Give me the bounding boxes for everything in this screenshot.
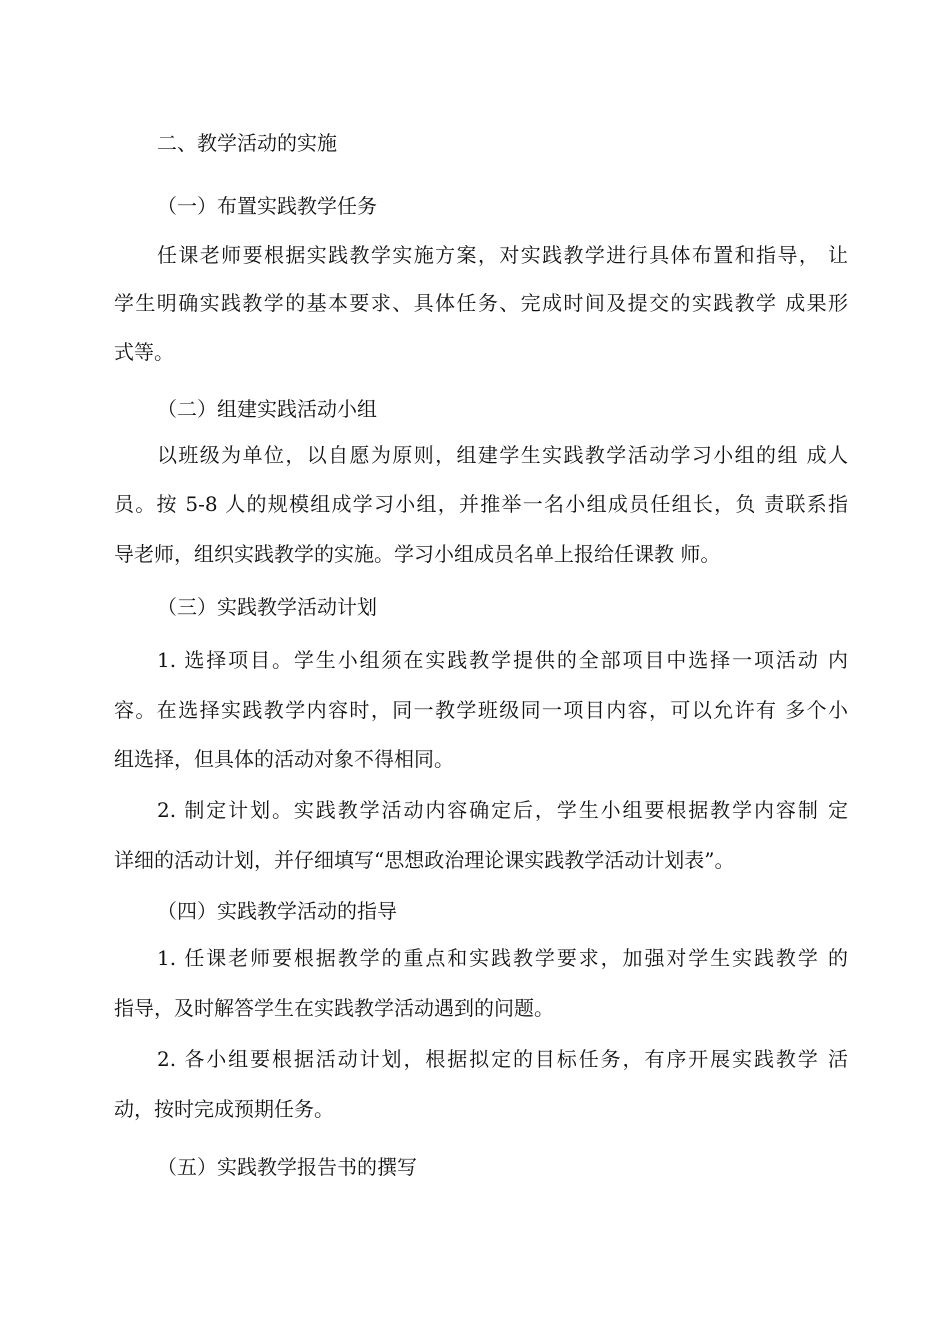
- subsection-heading-2: （二）组建实践活动小组: [157, 397, 377, 421]
- paragraph-line: 导老师，组织实践教学的实施。学习小组成员名单上报给任课教 师。: [114, 542, 721, 566]
- list-item-line: 详细的活动计划，并仔细填写“思想政治理论课实践教学活动计划表”。: [114, 848, 735, 872]
- paragraph-line: 式等。: [114, 340, 174, 364]
- paragraph-line: 员。按 5-8 人的规模组成学习小组，并推举一名小组成员任组长，负 责联系指: [114, 492, 848, 516]
- list-item-line: 1. 选择项目。学生小组须在实践教学提供的全部项目中选择一项活动 内: [157, 648, 848, 672]
- paragraph-line: 任课老师要根据实践教学实施方案，对实践教学进行具体布置和指导， 让: [157, 243, 848, 267]
- subsection-heading-5: （五）实践教学报告书的撰写: [157, 1155, 417, 1179]
- list-item-line: 指导，及时解答学生在实践教学活动遇到的问题。: [114, 996, 554, 1020]
- subsection-heading-1: （一）布置实践教学任务: [157, 194, 377, 218]
- paragraph-line: 以班级为单位，以自愿为原则，组建学生实践教学活动学习小组的组 成人: [157, 443, 848, 467]
- paragraph-line: 学生明确实践教学的基本要求、具体任务、完成时间及提交的实践教学 成果形: [114, 291, 848, 315]
- list-item-line: 组选择，但具体的活动对象不得相同。: [114, 747, 454, 771]
- list-item-line: 容。在选择实践教学内容时，同一教学班级同一项目内容，可以允许有 多个小: [114, 698, 848, 722]
- list-item-line: 2. 各小组要根据活动计划，根据拟定的目标任务，有序开展实践教学 活: [157, 1047, 848, 1071]
- subsection-heading-4: （四）实践教学活动的指导: [157, 899, 397, 923]
- list-item-line: 1. 任课老师要根据教学的重点和实践教学要求，加强对学生实践教学 的: [157, 946, 848, 970]
- list-item-line: 动，按时完成预期任务。: [114, 1097, 334, 1121]
- subsection-heading-3: （三）实践教学活动计划: [157, 595, 377, 619]
- list-item-line: 2. 制定计划。实践教学活动内容确定后，学生小组要根据教学内容制 定: [157, 798, 848, 822]
- section-title: 二、教学活动的实施: [157, 131, 337, 155]
